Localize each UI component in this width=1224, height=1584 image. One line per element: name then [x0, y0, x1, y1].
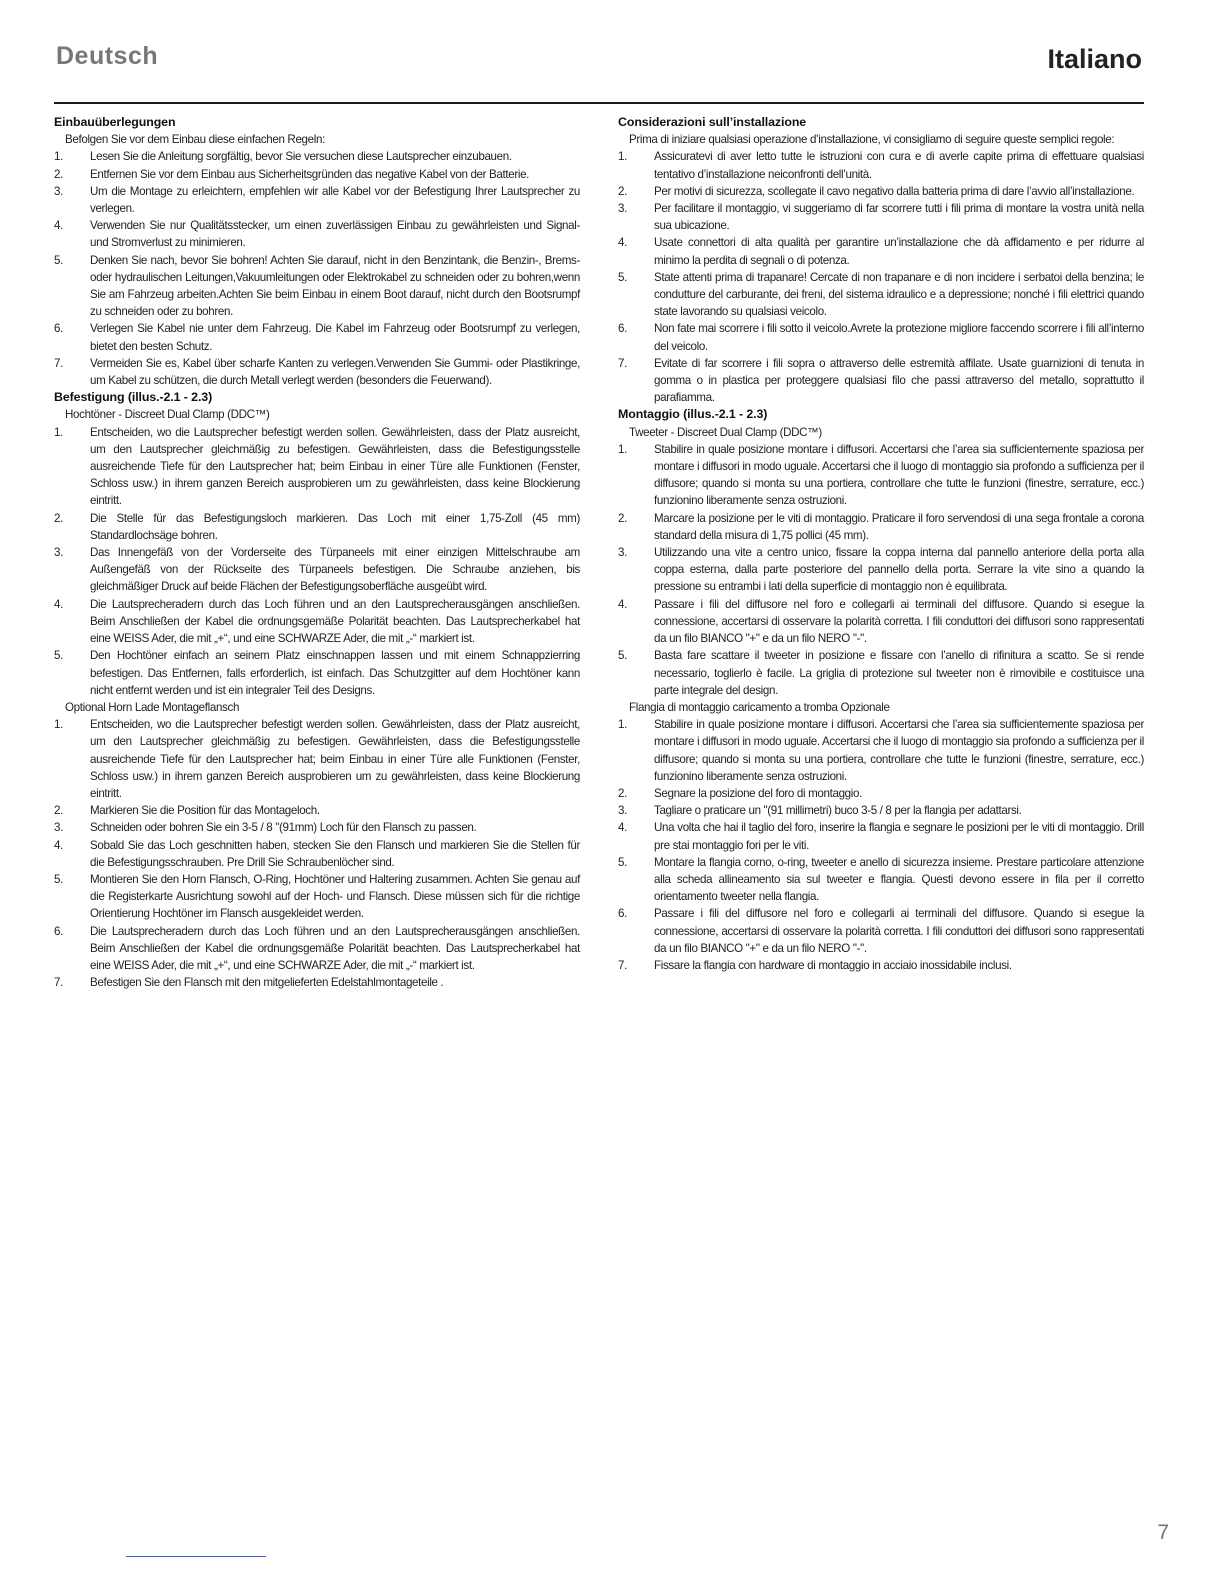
list-item	[618, 785, 1144, 802]
list-item-number: 1.	[618, 718, 627, 732]
list-item	[618, 905, 1144, 957]
list-item	[54, 837, 580, 871]
list-item-text: Per facilitare il montaggio, vi suggeriamo di far scorrere tutti i fili prima di montare la vostra unità nella sua ubicazione.	[654, 202, 1144, 233]
list-item	[618, 957, 1144, 974]
list-item	[618, 819, 1144, 853]
list-item-text: Basta fare scattare il tweeter in posizione e fissare con l’anello di rifinitura a scatto. Se si rende necessario, toglierlo è facile. La griglia di protezione sul tweeter non è rimovibile e costituisce una parte integrale del design.	[654, 649, 1144, 697]
list-item-number: 1.	[618, 150, 627, 164]
list-item-number: 7.	[618, 958, 627, 972]
list-item	[618, 716, 1144, 785]
list-item	[618, 596, 1144, 648]
list-item	[54, 871, 580, 923]
list-item-text: Vermeiden Sie es, Kabel über scharfe Kanten zu verlegen.Verwenden Sie Gummi- oder Plastikringe, um Kabel zu schützen, die durch Metall verlegt werden (besonders die Feuerwand).	[90, 356, 580, 388]
page-number: 7	[1157, 1521, 1169, 1544]
column-german	[54, 114, 580, 991]
list-item	[54, 320, 580, 354]
list-item-number: 5.	[618, 270, 627, 284]
list-item-number: 4.	[54, 838, 63, 852]
list-item-number: 2.	[54, 167, 63, 181]
list-item-number: 3.	[54, 821, 63, 835]
list-item-number: 6.	[618, 322, 627, 336]
list-item-number: 3.	[618, 546, 627, 560]
list-item-number: 6.	[54, 322, 63, 336]
list-item-number: 7.	[54, 356, 63, 370]
list-item-number: 1.	[54, 718, 63, 732]
list-item-number: 2.	[618, 511, 627, 525]
list-item-text: Evitate di far scorrere i fili sopra o attraverso delle estremità affilate. Usate guarnizioni di tenuta in gomma o in plastica per proteggere qualsiasi filo che passi attraverso del metallo, soprattutto il parafiamma.	[654, 356, 1144, 405]
list-item-number: 2.	[54, 804, 63, 818]
list-item	[54, 148, 580, 165]
list-item-number: 3.	[54, 184, 63, 198]
list-item-text: Montare la flangia corno, o-ring, tweeter e anello di sicurezza insieme. Prestare particolare attenzione alla scheda allineamento sia sul tweeter e flangia. Questi devono essere in fila per il corretto orientamento tweeter nella flangia.	[654, 855, 1144, 904]
list-item-text: Den Hochtöner einfach an seinem Platz einschnappen lassen und mit einem Schnappzierring befestigen. Das Entfernen, falls erforderlich, ist einfach. Das Schutzgitter auf dem Hochtöner kann nicht entfernt werden und ist ein integraler Teil des Designs.	[90, 649, 580, 697]
list-item	[54, 424, 580, 510]
list-item-number: 1.	[54, 425, 63, 439]
list-item-text: Denken Sie nach, bevor Sie bohren! Achten Sie darauf, nicht in den Benzintank, die Benzin-, Brems- oder hydraulischen Leitungen,Vakuumleitungen oder Elektrokabel zu schneiden oder zu bohren,wenn Sie am Fahrzeug arbeiten.Achten Sie beim Einbau in einem Boot darauf, nicht durch den Bootsrumpf zu schneiden oder zu bohren.	[90, 253, 580, 319]
list-item	[54, 355, 580, 389]
list-item-number: 1.	[618, 442, 627, 456]
list-item	[618, 355, 1144, 407]
numbered-list	[54, 148, 580, 389]
list-item-text: Verlegen Sie Kabel nie unter dem Fahrzeug. Die Kabel im Fahrzeug oder Bootsrumpf zu verlegen, bietet den besten Schutz.	[90, 322, 580, 353]
list-item-number: 7.	[618, 356, 627, 370]
list-item-text: Passare i fili del diffusore nel foro e collegarli ai terminali del diffusore. Quando si esegue la connessione, accertarsi di osservare la polarità corretta. I fili conduttori dei diffusori sono rappresentati da un filo BIANCO "+" e da un filo NERO "-".	[654, 907, 1144, 955]
column-italian	[618, 114, 1144, 974]
list-item	[54, 252, 580, 321]
list-item	[54, 183, 580, 217]
numbered-list	[54, 716, 580, 991]
list-item-number: 5.	[54, 253, 63, 267]
list-item	[54, 217, 580, 251]
list-item	[54, 510, 580, 544]
section-heading: Montaggio (illus.-2.1 - 2.3)	[618, 407, 768, 422]
list-item-text: Schneiden oder bohren Sie ein 3-5 / 8 "(91mm) Loch für den Flansch zu passen.	[90, 821, 477, 835]
section-intro: Flangia di montaggio caricamento a tromba Opzionale	[629, 700, 890, 714]
list-item	[618, 510, 1144, 544]
list-item-text: Passare i fili del diffusore nel foro e collegarli ai terminali del diffusore. Quando si esegue la connessione, accertarsi di osservare la polarità corretta. I fili conduttori dei diffusori sono rappresentati da un filo BIANCO "+" e da un filo NERO "-".	[654, 597, 1144, 646]
section-heading: Befestigung (illus.-2.1 - 2.3)	[54, 390, 213, 405]
section-intro: Prima di iniziare qualsiasi operazione d’installazione, vi consigliamo di seguire queste semplici regole:	[629, 133, 1115, 147]
list-item	[618, 234, 1144, 268]
list-item	[618, 148, 1144, 182]
footer-divider	[126, 1556, 266, 1557]
numbered-list	[54, 424, 580, 699]
list-item-number: 4.	[618, 236, 627, 250]
list-item-text: Um die Montage zu erleichtern, empfehlen wir alle Kabel vor der Befestigung Ihrer Lautsprecher zu verlegen.	[90, 184, 580, 216]
list-item-text: Entfernen Sie vor dem Einbau aus Sicherheitsgründen das negative Kabel von der Batterie.	[90, 167, 530, 181]
header-divider	[54, 102, 1144, 104]
section-heading: Einbauüberlegungen	[54, 115, 176, 129]
list-item	[54, 923, 580, 975]
section-intro: Hochtöner - Discreet Dual Clamp (DDC™)	[65, 408, 270, 422]
list-item	[54, 716, 580, 802]
list-item-number: 6.	[54, 924, 63, 938]
list-item-text: Entscheiden, wo die Lautsprecher befestigt werden sollen. Gewährleisten, dass der Platz ausreicht, um den Lautsprecher gleichmäßig zu befestigen. Gewährleisten, dass die Befestigungsstelle ausreichende Tiefe für den Lautsprecher hat; beim Einbau in einer Türe alle Funktionen (Fenster, Schloss usw.) in ihrem ganzen Bereich ausprobieren um zu gewährleisten, dass keine Blockierung eintritt.	[90, 718, 580, 800]
list-item-number: 5.	[618, 855, 627, 869]
list-item	[54, 819, 580, 836]
list-item-text: Die Stelle für das Befestigungsloch markieren. Das Loch mit einer 1,75-Zoll (45 mm) Standardlochsäge bohren.	[90, 511, 580, 542]
list-item-number: 4.	[54, 597, 63, 611]
list-item-number: 2.	[618, 184, 627, 198]
list-item	[54, 974, 580, 991]
list-item	[618, 802, 1144, 819]
list-item-number: 2.	[618, 786, 627, 800]
list-item-number: 1.	[54, 150, 63, 164]
list-item-text: Assicuratevi di aver letto tutte le istruzioni con cura e di averle capite prima di effettuare qualsiasi tentativo d’installazione neiconfronti dell’unità.	[654, 150, 1144, 181]
numbered-list	[618, 441, 1144, 699]
list-item	[618, 320, 1144, 354]
list-item-text: Stabilire in quale posizione montare i diffusori. Accertarsi che l’area sia sufficientemente spaziosa per montare i diffusori in modo uguale. Accertarsi che il luogo di montaggio sia profondo a sufficienza per il diffusore; quando si monta su una portiera, controllare che tutte le funzioni (finestre, serrature, ecc.) funzionino liberamente senza ostruzioni.	[654, 442, 1144, 508]
numbered-list	[618, 716, 1144, 974]
list-item-number: 4.	[618, 597, 627, 611]
list-item-number: 6.	[618, 907, 627, 921]
list-item	[54, 544, 580, 596]
section-intro: Tweeter - Discreet Dual Clamp (DDC™)	[629, 425, 822, 439]
list-item-text: Per motivi di sicurezza, scollegate il cavo negativo dalla batteria prima di dare l’avvio all’installazione.	[654, 184, 1135, 198]
list-item-number: 3.	[618, 202, 627, 216]
list-item-text: Das Innengefäß von der Vorderseite des Türpaneels mit einer einzigen Mittelschraube am Außengefäß von der Rückseite des Türpaneels befestigen. Die Schraube anziehen, bis gleichmäßiger Druck auf beide Flächen der Befestigungsoberfläche ausgeübt wird.	[90, 546, 580, 594]
list-item-number: 3.	[54, 546, 63, 560]
list-item-text: Montieren Sie den Horn Flansch, O-Ring, Hochtöner und Haltering zusammen. Achten Sie genau auf die Registerkarte Ausrichtung sowohl auf der Hoch- und Flansch. Diese müssen sich für die richtige Orientierung Hochtöner im Flansch ausgekleidet werden.	[90, 872, 580, 921]
list-item-text: State attenti prima di trapanare! Cercate di non trapanare e di non incidere i serbatoi della benzina; le condutture del carburante, dei freni, del sistema idraulico e a depressione; nonché i fili elettrici quando state lavorando su qualsiasi veicolo.	[654, 270, 1144, 319]
header-title-italian: Italiano	[1047, 44, 1142, 74]
section-intro: Optional Horn Lade Montageflansch	[65, 700, 240, 714]
list-item	[618, 544, 1144, 596]
list-item-number: 5.	[54, 649, 63, 663]
list-item-text: Sobald Sie das Loch geschnitten haben, stecken Sie den Flansch und markieren Sie die Stellen für die Befestigungsschrauben. Pre Drill Sie Schraubenlöcher sind.	[90, 838, 580, 869]
list-item-number: 3.	[618, 804, 627, 818]
list-item	[54, 802, 580, 819]
section-heading: Considerazioni sull’installazione	[618, 115, 807, 129]
list-item-text: Marcare la posizione per le viti di montaggio. Praticare il foro servendosi di una sega frontale a corona standard della misura di 1,75 pollici (45 mm).	[654, 511, 1144, 542]
list-item-number: 2.	[54, 511, 63, 525]
list-item-number: 5.	[618, 649, 627, 663]
list-item	[618, 269, 1144, 321]
list-item	[618, 854, 1144, 906]
list-item	[54, 166, 580, 183]
numbered-list	[618, 148, 1144, 406]
list-item-text: Markieren Sie die Position für das Montageloch.	[90, 804, 320, 818]
list-item-text: Non fate mai scorrere i fili sotto il veicolo.Avrete la protezione migliore faccendo scorrere i fili all’interno del veicolo.	[654, 322, 1144, 353]
list-item-number: 7.	[54, 976, 63, 990]
list-item-text: Die Lautsprecheradern durch das Loch führen und an den Lautsprecherausgängen anschließen. Beim Anschließen der Kabel die ordnungsgemäße Polarität beachten. Das Lautsprecherkabel hat eine WEISS Ader, die mit „+“, und eine SCHWARZE Ader, die mit „-“ markiert ist.	[90, 597, 580, 646]
list-item	[618, 183, 1144, 200]
list-item-text: Die Lautsprecheradern durch das Loch führen und an den Lautsprecherausgängen anschließen. Beim Anschließen der Kabel die ordnungsgemäße Polarität beachten. Das Lautsprecherkabel hat eine WEISS Ader, die mit „+“, und eine SCHWARZE Ader, die mit „-“ markiert ist.	[90, 924, 580, 972]
list-item-text: Verwenden Sie nur Qualitätsstecker, um einen zuverlässigen Einbau zu gewährleisten und Signal- und Stromverlust zu minimieren.	[90, 219, 580, 250]
list-item	[618, 200, 1144, 234]
list-item	[618, 441, 1144, 510]
list-item-number: 4.	[618, 821, 627, 835]
list-item-text: Utilizzando una vite a centro unico, fissare la coppa interna dal pannello anteriore della porta alla coppa esterna, dalla parte posteriore del pannello della porta. Serrare la vite sino a quando la pressione su entrambi i lati della superficie di montaggio non è equilibrata.	[654, 546, 1144, 594]
list-item-text: Befestigen Sie den Flansch mit den mitgelieferten Edelstahlmontageteile .	[90, 976, 444, 990]
list-item-text: Tagliare o praticare un "(91 millimetri) buco 3-5 / 8 per la flangia per adattarsi.	[654, 804, 1022, 818]
list-item	[618, 647, 1144, 699]
list-item	[54, 596, 580, 648]
list-item-text: Entscheiden, wo die Lautsprecher befestigt werden sollen. Gewährleisten, dass der Platz ausreicht, um den Lautsprecher gleichmäßig zu befestigen. Gewährleisten, dass die Befestigungsstelle ausreichende Tiefe für den Lautsprecher hat; beim Einbau in einer Türe alle Funktionen (Fenster, Schloss usw.) in ihrem ganzen Bereich ausprobieren um zu gewährleisten, dass keine Blockierung eintritt.	[90, 425, 580, 508]
header-title-german: Deutsch	[56, 42, 159, 70]
list-item-number: 5.	[54, 872, 63, 886]
list-item-text: Stabilire in quale posizione montare i diffusori. Accertarsi che l’area sia sufficientemente spaziosa per montare i diffusori in modo uguale. Accertarsi che il luogo di montaggio sia profondo a sufficienza per il diffusore; quando si monta su una portiera, controllare che tutte le funzioni (finestre, serrature, ecc.) funzionino liberamente senza ostruzioni.	[654, 718, 1144, 783]
list-item-number: 4.	[54, 219, 63, 233]
list-item-text: Fissare la flangia con hardware di montaggio in acciaio inossidabile inclusi.	[654, 958, 1012, 972]
list-item-text: Usate connettori di alta qualità per garantire un’installazione che dà affidamento e per ridurre al minimo la perdita di segnali o di potenza.	[654, 236, 1144, 267]
list-item	[54, 647, 580, 699]
list-item-text: Segnare la posizione del foro di montaggio.	[654, 786, 862, 800]
list-item-text: Una volta che hai il taglio del foro, inserire la flangia e segnare le posizioni per le viti di montaggio. Drill pre stai montaggio fori per le viti.	[654, 821, 1144, 852]
section-intro: Befolgen Sie vor dem Einbau diese einfachen Regeln:	[65, 133, 325, 147]
list-item-text: Lesen Sie die Anleitung sorgfältig, bevor Sie versuchen diese Lautsprecher einzubauen.	[90, 150, 512, 164]
